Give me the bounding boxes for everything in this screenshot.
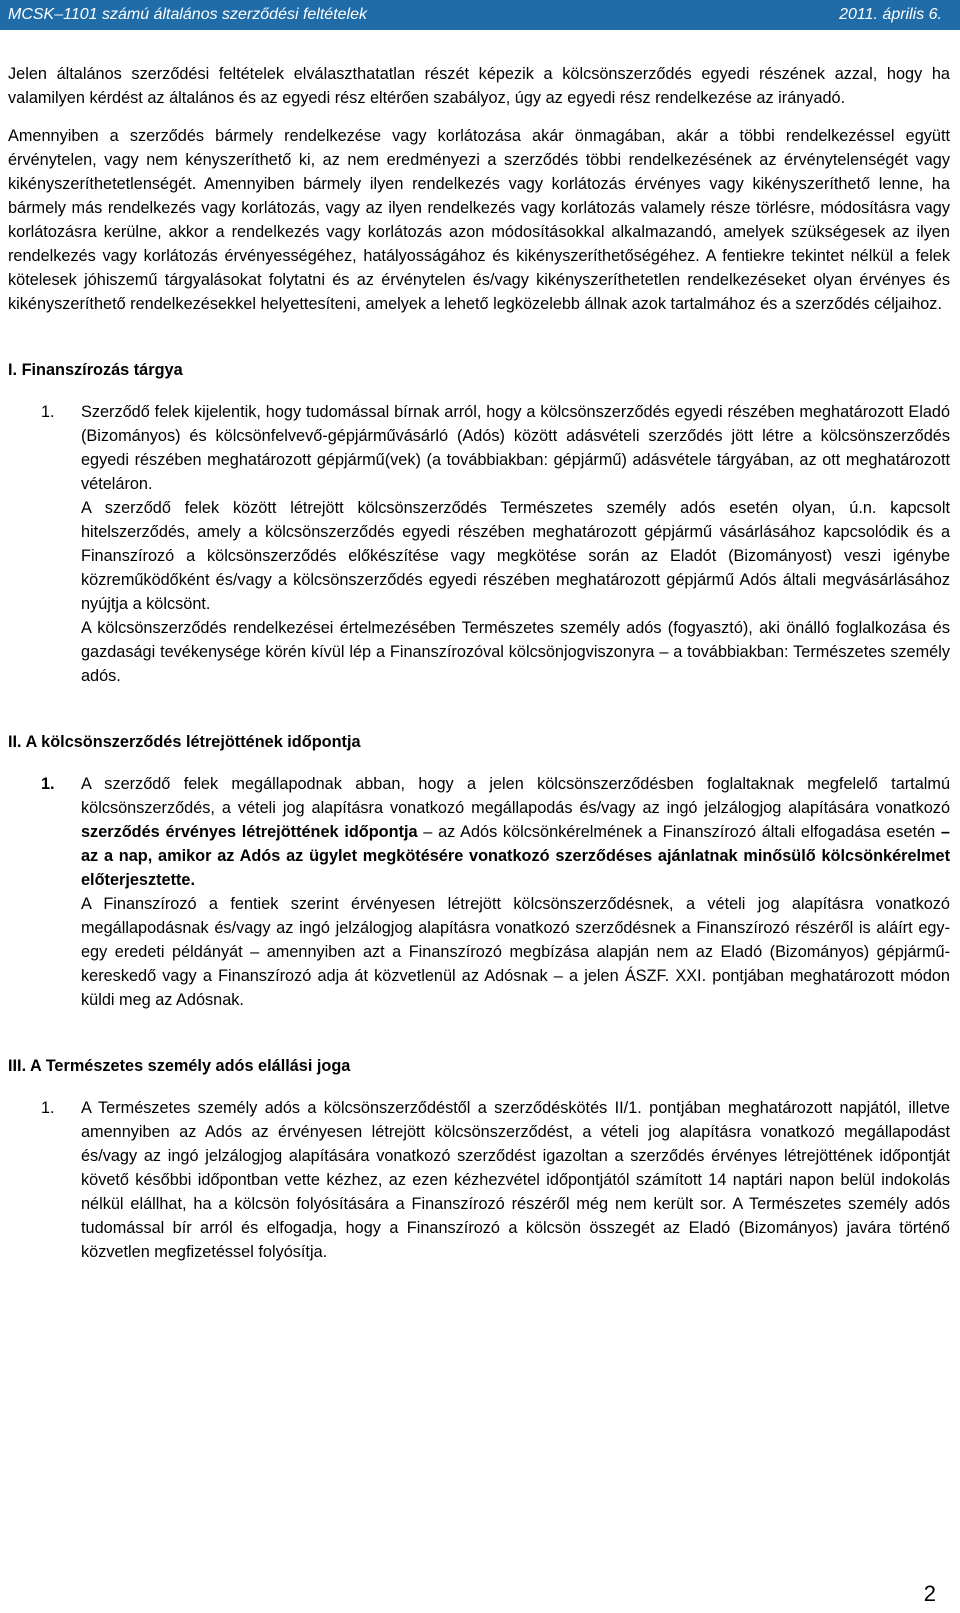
document-content bbox=[8, 62, 950, 1264]
section-2-title: II. A kölcsönszerződés létrejöttének időpontja bbox=[8, 733, 361, 751]
section-2-paragraph-1 bbox=[81, 772, 950, 892]
section-3-paragraph-1: A Természetes személy adós a kölcsönszerződéstől a szerződéskötés II/1. pontjában meghatározott napjától, illetve amennyiben az Adós az érvényesen létrejött kölcsönszerződést, a vételi jog alapításra vonatkozó megállapodást és/vagy az ingó jelzálogjog alapítására vonatkozó szerződést igazoltan a szerződés érvényes létrejöttének időpontját követő későbbi időpontban vette kézhez, az ezen kézhezvétel időpontjától számított 14 naptári napon belül indokolás nélkül elállhat, ha a kölcsön folyósítására a Finanszírozó részéről még nem került sor. A Természetes személy adós tudomással bír arról és elfogadja, hogy a Finanszírozó a kölcsön összegét az Eladó (Bizományos) javára történő közvetlen megfizetéssel folyósítja. bbox=[81, 1099, 950, 1261]
item-number: 1. bbox=[41, 1099, 55, 1117]
item-number: 1. bbox=[41, 775, 55, 793]
section-2-item-1 bbox=[8, 772, 950, 1012]
intro-paragraph-2: Amennyiben a szerződés bármely rendelkezése vagy korlátozása akár önmagában, akár a többi rendelkezéssel együtt érvénytelen, vagy nem kényszeríthető ki, az nem eredményezi a szerződés többi rendelkezésének az érvénytelenségét vagy kikényszeríthetetlenségét. Amennyiben bármely ilyen rendelkezés vagy korlátozás érvényes vagy kikényszeríthető lenne, ha bármely más rendelkezés vagy korlátozás, vagy az ilyen rendelkezés vagy korlátozás valamely része törlésre, módosításra vagy korlátozásra kerülne, akkor a rendelkezés vagy korlátozás azon módosításokkal alkalmazandó, amelyek szükségesek az ilyen rendelkezés vagy korlátozás érvényességéhez, hatályosságához és kikényszeríthetőségéhez. A fentiekre tekintet nélkül a felek kötelesek jóhiszemű tárgyalásokat folytatni és az érvénytelen és/vagy kikényszeríthetetlen rendelkezéseket olyan érvényes és kikényszeríthető rendelkezésekkel helyettesíteni, amelyek a lehető legközelebb állnak azok tartalmához és a szerződés céljaihoz. bbox=[8, 127, 950, 313]
section-1-item-1 bbox=[8, 400, 950, 688]
text-run: A szerződő felek megállapodnak abban, hogy a jelen kölcsönszerződésben foglaltaknak megfelelő tartalmú kölcsönszerződés, a vételi jog alapításra vonatkozó megállapodás és/vagy az ingó jelzálogjog alapítására vonatkozó bbox=[81, 775, 950, 817]
section-2-paragraph-2: A Finanszírozó a fentiek szerint érvényesen létrejött kölcsönszerződésnek, a vételi jog alapításra vonatkozó megállapodásnak és/vagy az ingó jelzálogjog alapításra vonatkozó szerződésnek a Finanszírozó részéről is aláírt egy-egy eredeti példányát – amennyiben azt a Finanszírozó megbízása alapján nem az Eladó (Bizományos) gépjármű-kereskedő vagy a Finanszírozó adja át közvetlenül az Adósnak – a jelen ÁSZF. XXI. pontjában meghatározott módon küldi meg az Adósnak. bbox=[81, 895, 950, 1009]
item-body bbox=[81, 1096, 950, 1264]
section-3-item-1 bbox=[8, 1096, 950, 1264]
item-number: 1. bbox=[41, 403, 55, 421]
header-date: 2011. április 6. bbox=[839, 6, 942, 23]
section-1-paragraph-2: A szerződő felek között létrejött kölcsönszerződés Természetes személy adós esetén olyan, ú.n. kapcsolt hitelszerződés, amely a kölcsönszerződés egyedi részében meghatározott gépjármű vásárlásához kapcsolódik és a Finanszírozó a kölcsönszerződés előkészítése vagy megkötése során az Eladót (Bizományost) veszi igénybe közreműködőként és/vagy a kölcsönszerződés egyedi részében meghatározott gépjármű Adós általi megvásárlásához nyújtja a kölcsönt. bbox=[81, 499, 950, 613]
section-1-paragraph-1: Szerződő felek kijelentik, hogy tudomással bírnak arról, hogy a kölcsönszerződés egyedi részében meghatározott Eladó (Bizományos) és kölcsönfelvevő-gépjárművásárló (Adós) között adásvételi szerződés jött létre a kölcsönszerződés egyedi részében meghatározott gépjármű(vek) (a továbbiakban: gépjármű) adásvétele tárgyában, az ott meghatározott vételáron. bbox=[81, 403, 950, 493]
page-number: 2 bbox=[923, 1581, 936, 1606]
item-body bbox=[81, 400, 950, 688]
intro-paragraph-1: Jelen általános szerződési feltételek elválaszthatatlan részét képezik a kölcsönszerződés egyedi részének azzal, hogy ha valamilyen kérdést az általános és az egyedi rész eltérően szabályoz, úgy az egyedi rész rendelkezése az irányadó. bbox=[8, 65, 950, 107]
bold-run: szerződés érvényes létrejöttének időpontja bbox=[81, 823, 418, 841]
page-header bbox=[0, 0, 960, 30]
header-title: MCSK–1101 számú általános szerződési feltételek bbox=[8, 6, 367, 23]
section-1-paragraph-3: A kölcsönszerződés rendelkezései értelmezésében Természetes személy adós (fogyasztó), aki önálló foglalkozása és gazdasági tevékenysége körén kívül lép a Finanszírozóval kölcsönjogviszonyra – a továbbiakban: Természetes személy adós. bbox=[81, 619, 950, 685]
bold-run: – az a nap, amikor az Adós az ügylet megkötésére vonatkozó szerződéses ajánlatnak minősülő kölcsönkérelmet előterjesztette. bbox=[81, 823, 950, 889]
section-3-title: III. A Természetes személy adós elállási joga bbox=[8, 1057, 351, 1075]
section-1-title: I. Finanszírozás tárgya bbox=[8, 361, 183, 379]
text-run: – az Adós kölcsönkérelmének a Finanszírozó általi elfogadása esetén bbox=[417, 823, 941, 841]
item-body bbox=[81, 772, 950, 1012]
